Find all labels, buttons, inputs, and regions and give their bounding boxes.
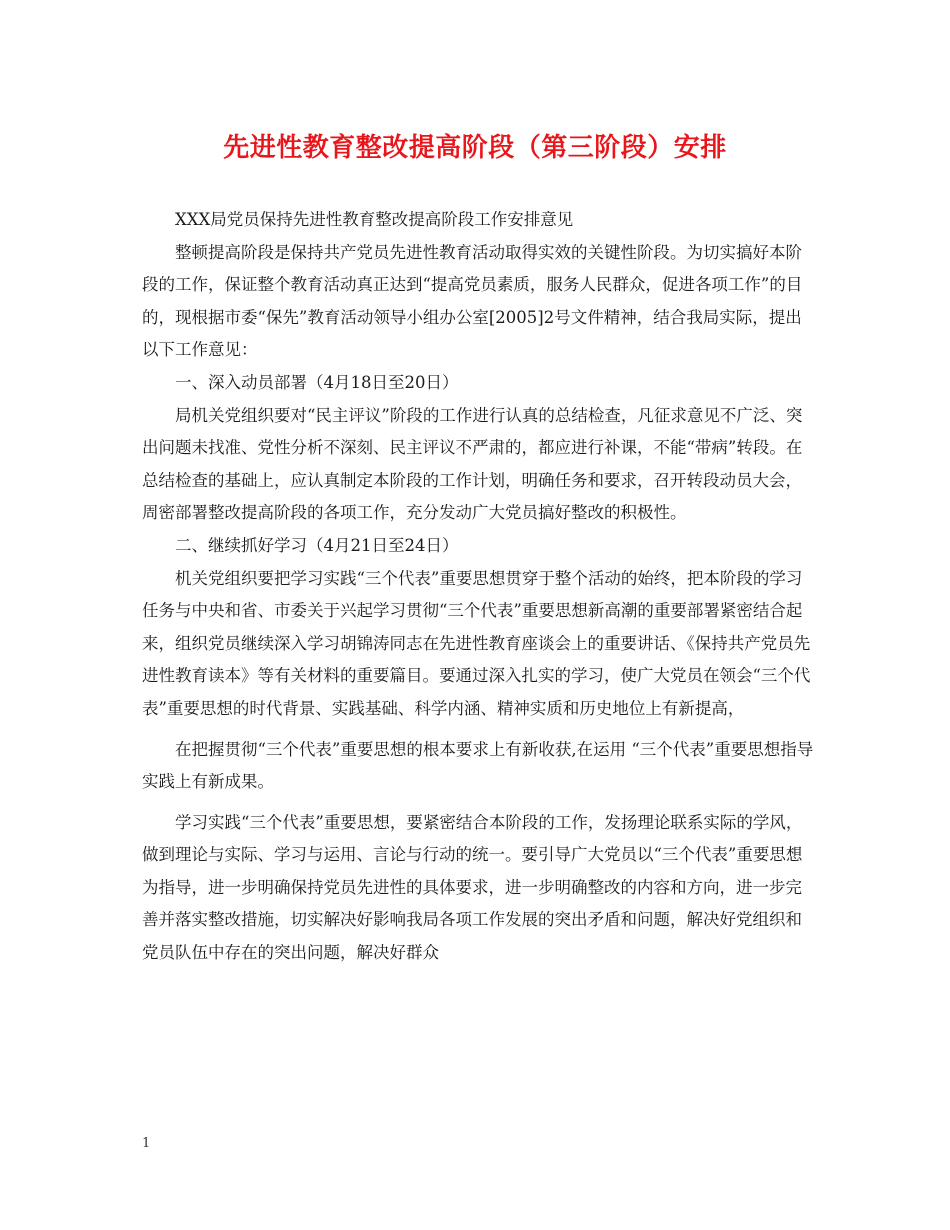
document-title: 先进性教育整改提高阶段（第三阶段）安排 bbox=[223, 133, 727, 163]
paragraph-section-2-cont: 在把握贯彻“三个代表”重要思想的根本要求上有新收获,在运用 “三个代表”重要思想指导实践上有新成果。 bbox=[142, 739, 814, 792]
doc-subtitle: XXX局党员保持先进性教育整改提高阶段工作安排意见 bbox=[175, 210, 574, 229]
paragraph-intro: 整顿提高阶段是保持共产党员先进性教育活动取得实效的关键性阶段。为切实搞好本阶段的工作，保证整个教育活动真正达到“提高党员素质，服务人民群众，促进各项工作”的目的，现根据市委“保先”教育活动领导小组办公室[2005]2号文件精神，结合我局实际，提出以下工作意见： bbox=[142, 242, 803, 360]
section-heading-1: 一、深入动员部署（4月18日至20日） bbox=[175, 372, 459, 392]
paragraph-section-2: 机关党组织要把学习实践“三个代表”重要思想贯穿于整个活动的始终，把本阶段的学习任务与中央和省、市委关于兴起学习贯彻“三个代表”重要思想新高潮的重要部署紧密结合起来，组织党员继续深入学习胡锦涛同志在先进性教育座谈会上的重要讲话、《保持共产党员先进性教育读本》等有关材料的重要篇目。要通过深入扎实的学习，使广大党员在领会“三个代表”重要思想的时代背景、实践基础、科学内涵、精神实质和历史地位上有新提高， bbox=[142, 568, 811, 718]
paragraph-section-1: 局机关党组织要对“民主评议”阶段的工作进行认真的总结检查，凡征求意见不广泛、突出问题未找准、党性分析不深刻、民主评议不严肃的，都应进行补课，不能“带病”转段。在总结检查的基础上，应认真制定本阶段的工作计划，明确任务和要求，召开转段动员大会，周密部署整改提高阶段的各项工作，充分发动广大党员搞好整改的积极性。 bbox=[142, 405, 803, 523]
paragraph-study-practice: 学习实践“三个代表”重要思想，要紧密结合本阶段的工作，发扬理论联系实际的学风，做到理论与实际、学习与运用、言论与行动的统一。要引导广大党员以“三个代表”重要思想为指导，进一步明确保持党员先进性的具体要求，进一步明确整改的内容和方向，进一步完善并落实整改措施，切实解决好影响我局各项工作发展的突出矛盾和问题，解决好党组织和党员队伍中存在的突出问题，解决好群众 bbox=[142, 812, 803, 963]
page-number: 1 bbox=[142, 1136, 151, 1151]
section-heading-2: 二、继续抓好学习（4月21日至24日） bbox=[175, 535, 459, 555]
document-body bbox=[142, 204, 817, 970]
